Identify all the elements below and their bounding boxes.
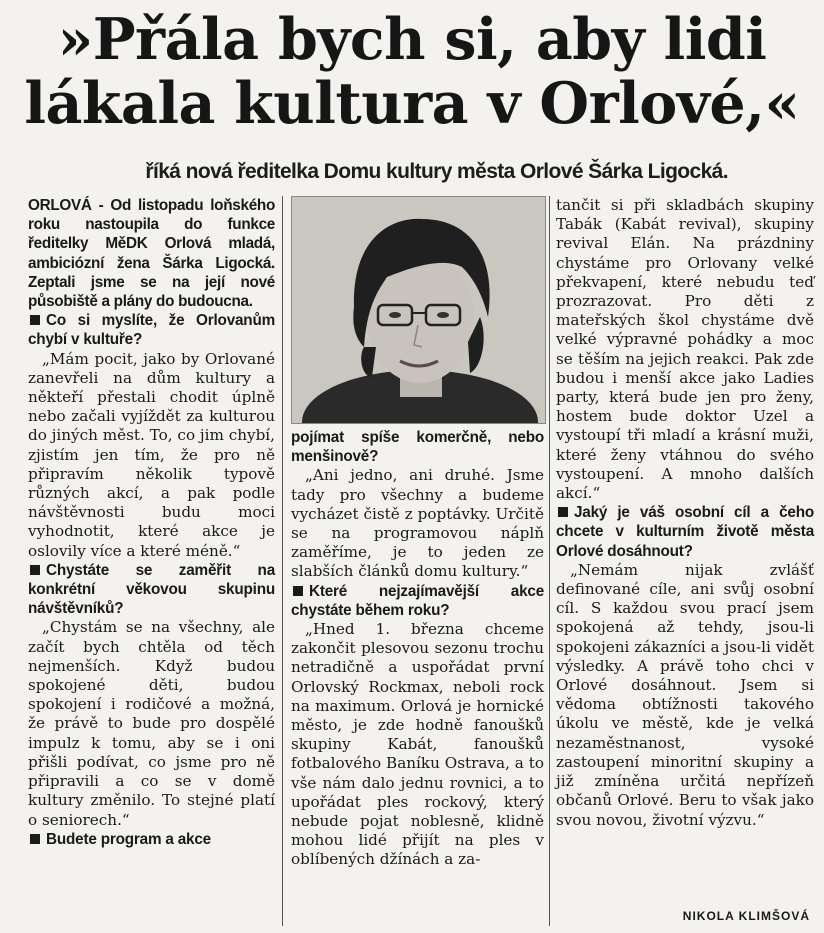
- column-3: [556, 196, 814, 830]
- headline-line-1: »Přála bych si, aby lidi: [57, 6, 767, 73]
- headline-line-2: lákala kultura v Orlové,«: [24, 70, 800, 137]
- question-3-continued: pojímat spíše komerčně, nebo menšinově?: [291, 429, 544, 466]
- square-bullet-icon: [558, 507, 568, 517]
- question-1: Co si myslíte, že Orlovanům chybí v kultuře?: [28, 312, 275, 349]
- headline: [0, 8, 824, 136]
- answer-4: „Hned 1. března chceme zakončit plesovou sezonu trochu netradičně a uspořádat první Orlovský Rockmax, neboli rock na maximum. Orlová je hornické město, je zde hodně fanoušků skupiny Kabát, fanoušků fotbalového Baníku Ostrava, a to vše nám dalo jednu rovnici, a to upořádat ples rockový, který nebude pojat noblesně, klidně mohou lidé přijít na ples v oblíbených džínách a za-: [291, 620, 544, 869]
- author-signature: NIKOLA KLIMŠOVÁ: [682, 909, 810, 923]
- portrait-photo-icon: [292, 197, 545, 423]
- question-3: Budete program a akce: [28, 830, 275, 849]
- square-bullet-icon: [30, 834, 40, 844]
- square-bullet-icon: [293, 586, 303, 596]
- question-2: Chystáte se zaměřit na konkrétní věkovou skupinu návštěvníků?: [28, 561, 275, 618]
- portrait-photo: [291, 196, 546, 424]
- column-divider: [282, 196, 283, 926]
- column-1: [28, 196, 275, 849]
- lead-paragraph: ORLOVÁ - Od listopadu loňského roku nastoupila do funkce ředitelky MěDK Orlová mladá, ambiciózní žena Šárka Ligocká. Zeptali jsme se na její nové působiště a plány do budoucna.: [28, 197, 275, 311]
- subheadline: říká nová ředitelka Domu kultury města Orlové Šárka Ligocká.: [145, 160, 728, 183]
- column-divider: [549, 196, 550, 926]
- column-2: [291, 428, 544, 870]
- question-5: Jaký je váš osobní cíl a čeho chcete v kulturním životě města Orlové dosáhnout?: [556, 504, 814, 560]
- square-bullet-icon: [30, 315, 40, 325]
- answer-5: „Nemám nijak zvlášť definované cíle, ani svůj osobní cíl. S každou svou prací jsem spokojená až tehdy, jsou-li spokojeni zákazníci a jsou-li vidět výsledky. A právě toho chci v Orlové dosáhnout. Jsem si vědoma obtížnosti takového úkolu ve městě, kde je velká nezaměstnanost, vysoké zastoupení minoritní skupiny a již zmíněna určitá nepřízeň občanů Orlové. Beru to však jako svou novou, životní výzvu.“: [556, 560, 814, 829]
- square-bullet-icon: [30, 565, 40, 575]
- answer-2: „Chystám se na všechny, ale začít bych chtěla od těch nejmenších. Když budou spokojené děti, budou spokojení i rodičové a možná, že právě to bude pro dospělé impulz k tomu, aby se i oni přišli podívat, co jsme pro ně připravili a co se v domě kultury změnilo. To stejné platí o seniorech.“: [28, 618, 275, 829]
- answer-1: „Mám pocit, jako by Orlované zanevřeli na dům kultury a někteří přestali chodit úplně nebo začali vyjíždět za kulturou do jiných měst. To, co jim chybí, zjistím jen tím, že pro ně připravím několik typově různých akcí, a pak podle návštěvnosti budu moci vyhodnotit, které akce je oslovily více a které méně.“: [28, 349, 275, 560]
- question-4: Které nejzajímavější akce chystáte během roku?: [291, 582, 544, 619]
- answer-3: „Ani jedno, ani druhé. Jsme tady pro všechny a budeme vycházet čistě z poptávky. Určitě se na programovou náplň zaměříme, je to jeden ze slabších článků domu kultury.“: [291, 466, 544, 581]
- answer-4-continued: tančit si při skladbách skupiny Tabák (Kabát revival), skupiny revival Elán. Na prázdniny chystáme pro Orlovany velké překvapení, které nebudu teď prozrazovat. Pro děti z mateřských škol chystáme dvě velké výpravné pohádky a moc se těším na jejich reakci. Pak zde budou i menší akce jako Ladies party, která bude jen pro ženy, hostem bude doktor Uzel a vystoupí tři mladí a krásní muži, které ženy vtáhnou do svého vystoupení. A mnoho dalších akcí.“: [556, 196, 814, 503]
